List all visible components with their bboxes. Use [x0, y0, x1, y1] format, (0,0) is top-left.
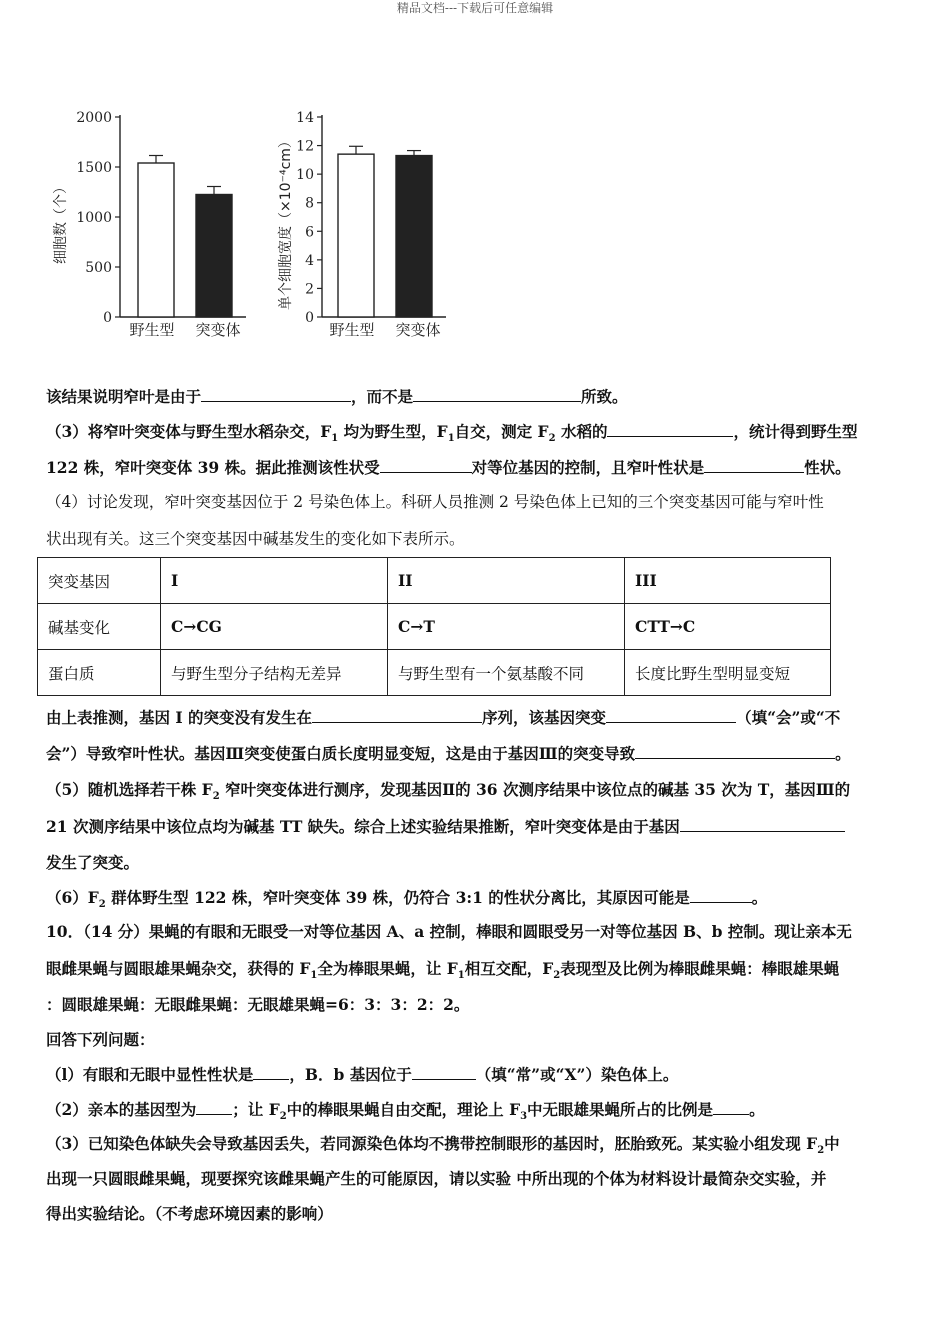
y-tick-label: 6 [305, 224, 314, 241]
blank[interactable] [412, 1065, 476, 1080]
table-row: 碱基变化 C→CG C→T CTT→C [38, 604, 831, 650]
line-19: 出现一只圆眼雌果蝇，现要探究该雌果蝇产生的可能原因，请以实验 中所出现的个体为材料设计最简杂交实验，并 [46, 1169, 827, 1188]
bar [338, 154, 374, 317]
y-tick-label: 4 [305, 252, 314, 269]
cell-width-chart [277, 110, 446, 339]
y-tick-label: 500 [85, 260, 112, 276]
line-12: 10．（14 分）果蝇的有眼和无眼受一对等位基因 A、a 控制，棒眼和圆眼受另一对等位基因 B、b 控制。现让亲本无 [46, 922, 852, 941]
line-5: 状出现有关。这三个突变基因中碱基发生的变化如下表所示。 [46, 530, 465, 548]
line-4: （4）讨论发现，窄叶突变基因位于 2 号染色体上。科研人员推测 2 号染色体上已知的三个突变基因可能与窄叶性 [46, 493, 824, 511]
blank[interactable] [380, 458, 472, 473]
x-tick-label: 野生型 [329, 321, 375, 339]
line-16: （l）有眼和无眼中显性性状是 ，B．b 基因位于 （填“常”或“X”）染色体上。 [46, 1065, 679, 1084]
line-1: 该结果说明窄叶是由于 ，而不是 所致。 [46, 387, 628, 406]
y-tick-label: 8 [305, 195, 314, 212]
blank[interactable] [607, 422, 733, 437]
y-tick-label: 2 [305, 281, 314, 298]
blank[interactable] [413, 387, 581, 402]
line-2: （3）将窄叶突变体与野生型水稻杂交，$F_1$ 均为野生型，$F_1$自交，测定 $F_2$ 水稻的 ，统计得到野生型 [46, 422, 858, 445]
y-tick-label: 1000 [76, 210, 112, 226]
blank[interactable] [704, 458, 804, 473]
blank[interactable] [690, 888, 752, 903]
line-20: 得出实验结论。（不考虑环境因素的影响） [46, 1204, 333, 1223]
blank[interactable] [312, 708, 482, 723]
y-tick-label: 0 [305, 310, 314, 326]
bar [396, 156, 432, 317]
table-row: 蛋白质 与野生型分子结构无差异 与野生型有一个氨基酸不同 长度比野生型明显变短 [38, 650, 831, 696]
y-axis-label: 单个细胞宽度（×10⁻⁴cm） [278, 134, 294, 310]
y-axis-label: 细胞数（个） [53, 180, 69, 264]
y-tick-label: 10 [296, 167, 314, 184]
bar [196, 195, 232, 318]
page-header: 精品文档---下载后可任意编辑 [396, 1, 554, 15]
bar [138, 163, 174, 317]
line-11: $(6)F_2$ 群体野生型 122 株，窄叶突变体 39 株，仍符合 3:1 的性状分离比，其原因可能是 。 [46, 888, 768, 911]
line-10: 发生了突变。 [46, 853, 140, 872]
line-17: （2）亲本的基因型为 ；让 $F_2$中的棒眼果蝇自由交配，理论上 $F_3$中无眼雄果蝇所占的比例是 。 [46, 1100, 765, 1123]
blank[interactable] [635, 744, 835, 759]
blank[interactable] [680, 817, 845, 832]
table-row: 突变基因 I II III [38, 558, 831, 604]
blank[interactable] [201, 387, 351, 402]
blank[interactable] [253, 1065, 289, 1080]
line-8: （5）随机选择若干株 $F_2$ 窄叶突变体进行测序，发现基因Ⅱ的 36 次测序结果中该位点的碱基 35 次为 T，基因Ⅲ的 [46, 780, 851, 803]
line-3: 122 株，窄叶突变体 39 株。据此推测该性状受 对等位基因的控制，且窄叶性状是 性状。 [46, 458, 851, 477]
bar-charts [50, 100, 470, 350]
x-tick-label: 突变体 [395, 321, 441, 339]
line-6: 由上表推测，基因 I 的突变没有发生在 序列，该基因突变 （填“会”或“不 [46, 708, 841, 727]
line-13: 眼雌果蝇与圆眼雄果蝇杂交，获得的 $F_1$全为棒眼果蝇，让 $F_1$相互交配，$F_2$表现型及比例为棒眼雌果蝇：棒眼雄果蝇 [46, 959, 840, 982]
mutation-table [37, 557, 831, 696]
x-tick-label: 野生型 [129, 321, 175, 339]
line-18: （3）已知染色体缺失会导致基因丢失，若同源染色体均不携带控制眼形的基因时，胚胎致死。某实验小组发现 $F_2$中 [46, 1134, 840, 1157]
line-15: 回答下列问题： [46, 1030, 155, 1049]
line-9: 21 次测序结果中该位点均为碱基 TT 缺失。综合上述实验结果推断，窄叶突变体是由于基因 [46, 815, 906, 837]
y-tick-label: 0 [103, 310, 112, 326]
blank[interactable] [606, 708, 736, 723]
line-7: 会”）导致窄叶性状。基因Ⅲ突变使蛋白质长度明显变短，这是由于基因Ⅲ的突变导致 。 [46, 744, 851, 763]
y-tick-label: 1500 [76, 160, 112, 176]
y-tick-label: 14 [296, 110, 314, 126]
y-tick-label: 2000 [76, 110, 112, 126]
blank[interactable] [196, 1100, 232, 1115]
y-tick-label: 12 [296, 138, 314, 155]
line-14: ：圆眼雄果蝇：无眼雌果蝇：无眼雄果蝇=6：3：3：2：2。 [46, 995, 470, 1014]
cell-count-chart [52, 110, 246, 339]
blank[interactable] [713, 1100, 749, 1115]
x-tick-label: 突变体 [195, 321, 241, 339]
